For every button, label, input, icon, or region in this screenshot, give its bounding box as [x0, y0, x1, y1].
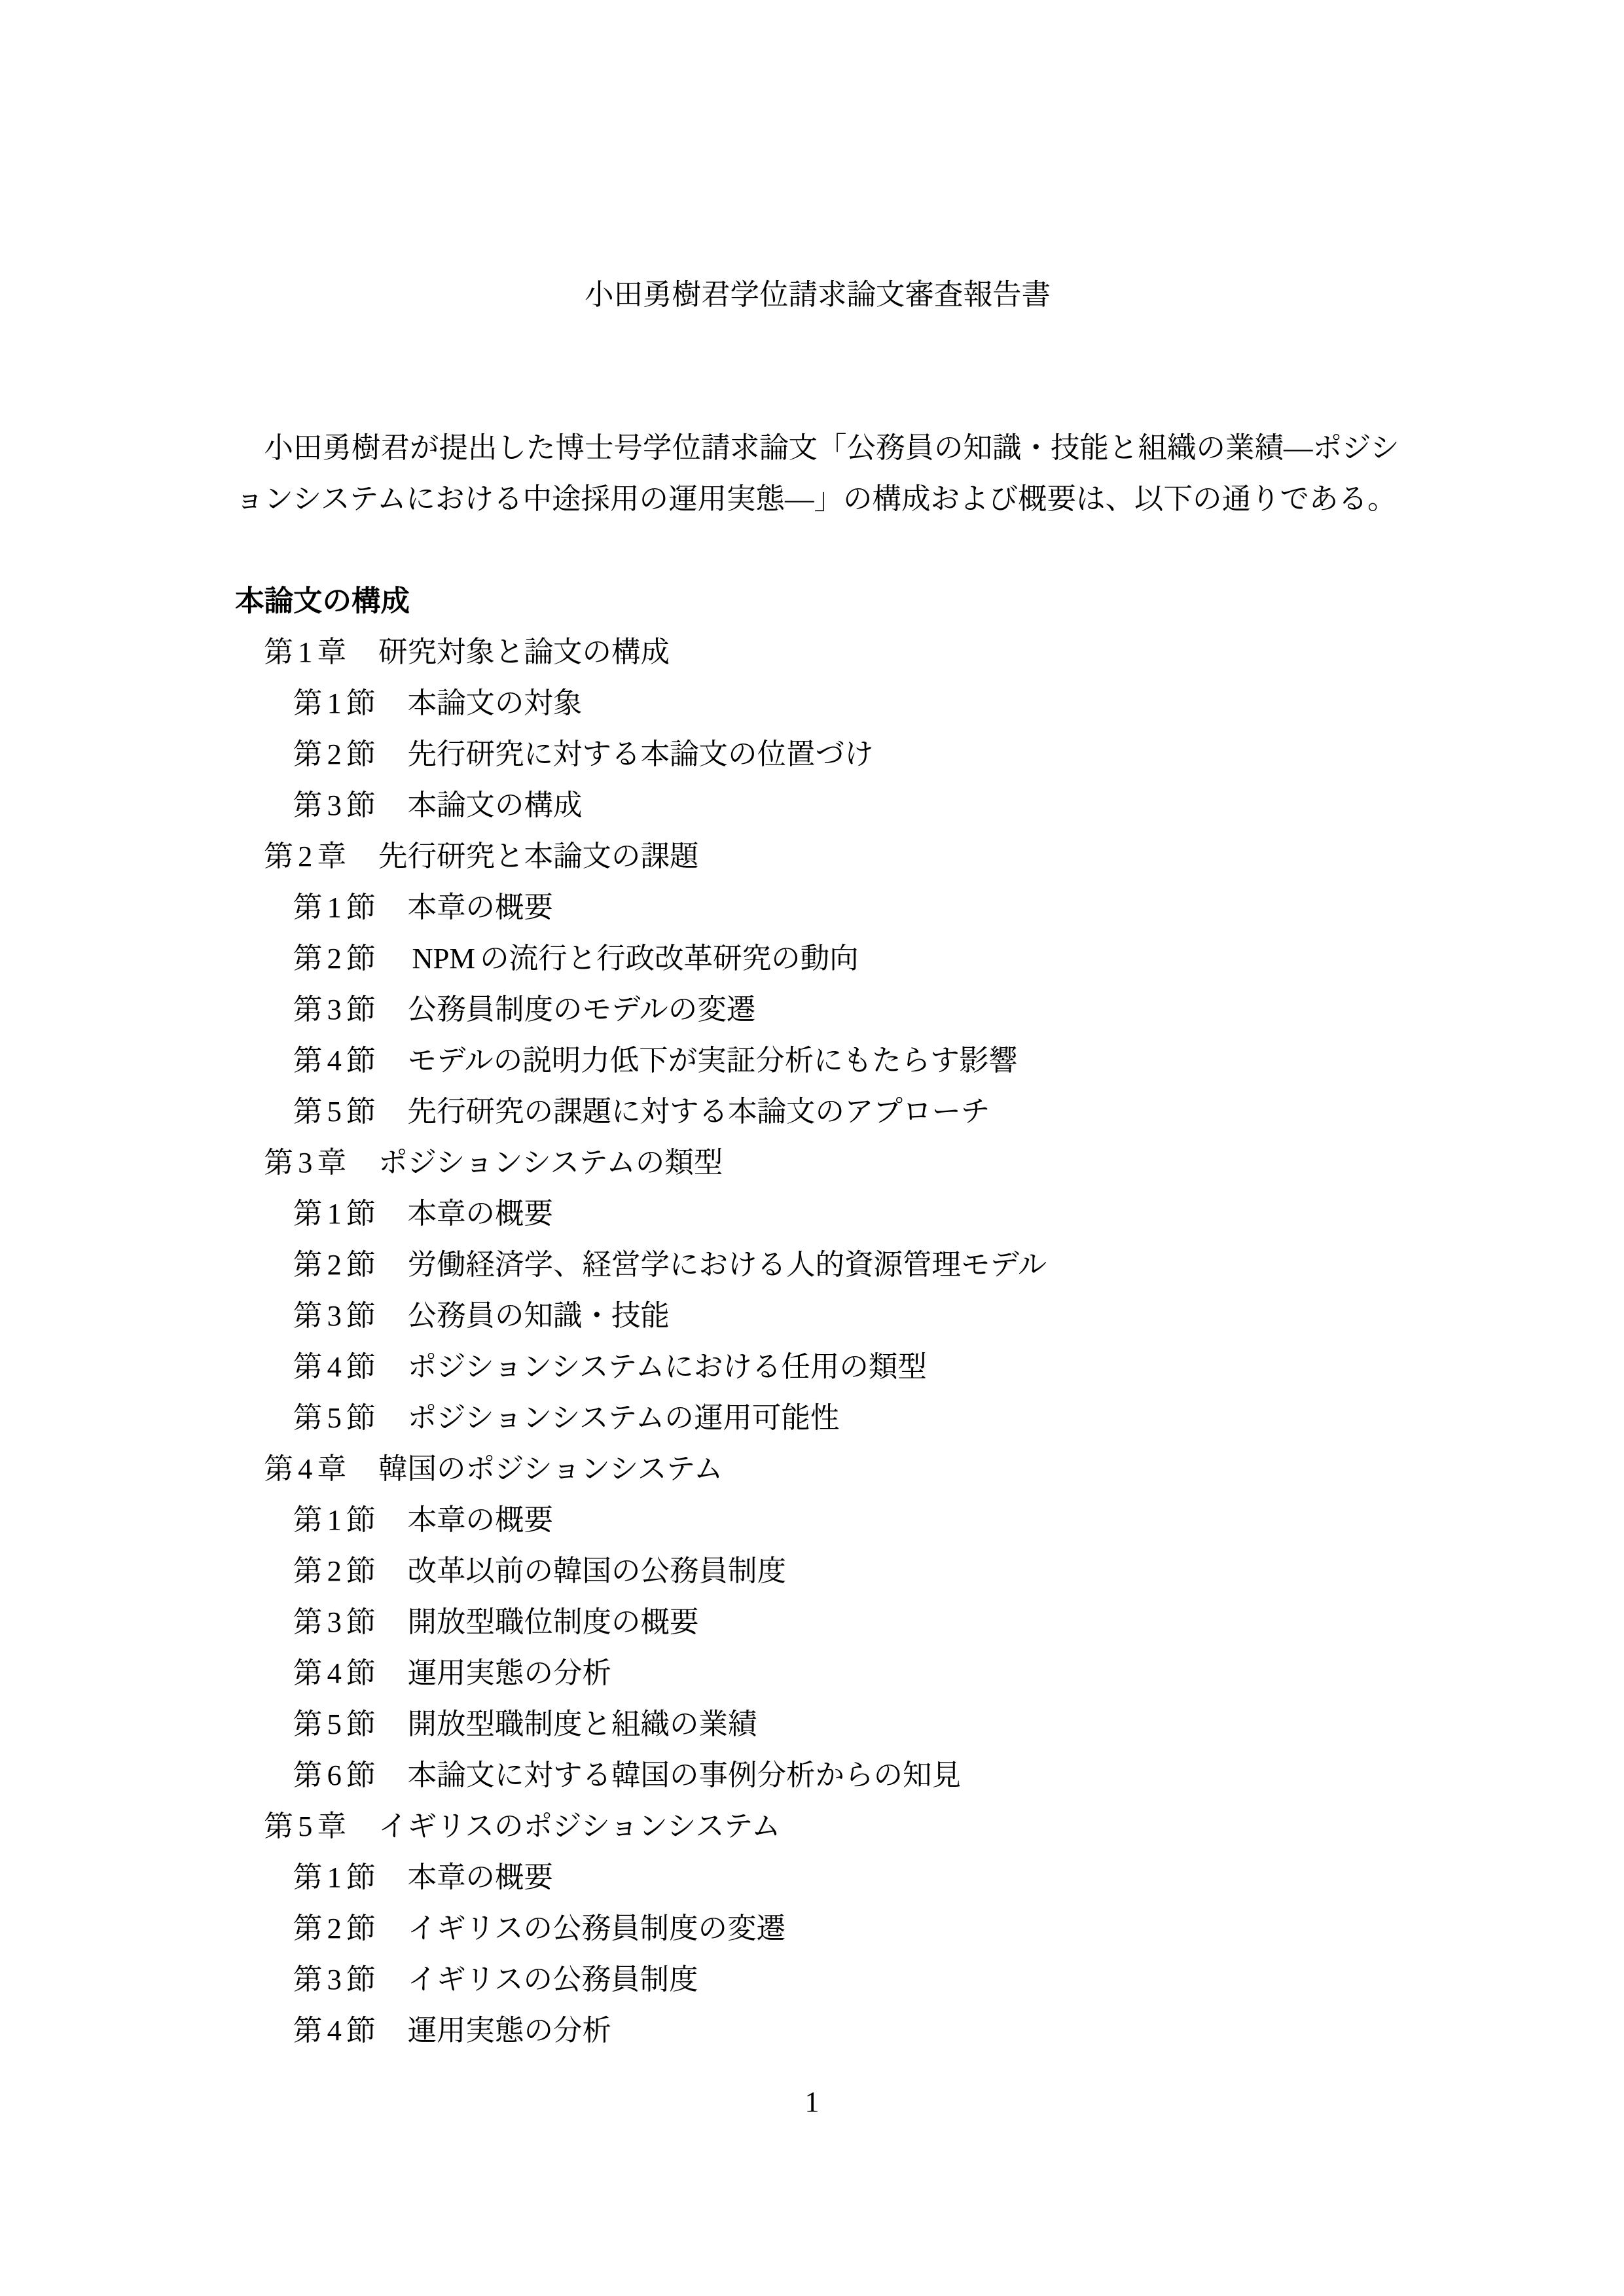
toc-row	[235, 1086, 1400, 1137]
toc-entry-title: 労働経済学、経営学における人的資源管理モデル	[407, 1248, 1047, 1281]
toc-row	[235, 933, 1400, 984]
toc-entry-title: 韓国のポジションシステム	[378, 1452, 723, 1485]
toc-entry-title: 運用実態の分析	[407, 1657, 611, 1689]
toc-row	[235, 1239, 1400, 1290]
toc-entry-title: 本章の概要	[407, 1503, 553, 1536]
toc-entry-title: 先行研究に対する本論文の位置づけ	[407, 738, 874, 770]
toc-entry-title: 先行研究の課題に対する本論文のアプローチ	[407, 1095, 990, 1128]
toc-entry-title: 公務員制度のモデルの変遷	[407, 993, 756, 1026]
toc-entry-label: 第 2 節	[293, 1912, 376, 1945]
toc-row	[235, 882, 1400, 933]
toc-entry-label: 第 3 節	[293, 1963, 376, 1996]
toc-row	[235, 1801, 1400, 1852]
toc-row	[235, 626, 1400, 677]
toc-entry-label: 第 2 節	[293, 738, 376, 770]
toc-row	[235, 1290, 1400, 1341]
toc-entry-label: 第 1 節	[293, 1197, 376, 1230]
toc-row	[235, 728, 1400, 780]
toc-row	[235, 1494, 1400, 1545]
toc-entry-label: 第 5 節	[293, 1095, 376, 1128]
toc-row	[235, 1188, 1400, 1239]
toc-entry-label: 第 3 節	[293, 993, 376, 1026]
toc-entry-title: 開放型職制度と組織の業績	[407, 1708, 757, 1740]
toc-row	[235, 1698, 1400, 1749]
toc-entry-label: 第 2 節	[293, 1248, 376, 1281]
toc-entry-title: イギリスの公務員制度	[407, 1963, 698, 1996]
toc-entry-title: 公務員の知識・技能	[407, 1299, 670, 1332]
toc-row	[235, 1596, 1400, 1647]
toc-entry-label: 第 5 節	[293, 1708, 376, 1740]
toc-entry-label: 第 3 章	[264, 1146, 346, 1179]
toc-entry-title: NPM の流行と行政改革研究の動向	[412, 942, 859, 975]
toc-entry-label: 第 1 節	[293, 687, 376, 719]
toc-row	[235, 1903, 1400, 1954]
toc-entry-label: 第 6 節	[293, 1759, 376, 1791]
paragraph-line: ョンシステムにおける中途採用の運用実態―」の構成および概要は、以下の通りである。	[235, 482, 1397, 515]
toc-row	[235, 1545, 1400, 1596]
toc-entry-title: 研究対象と論文の構成	[378, 636, 670, 668]
toc-row	[235, 780, 1400, 831]
toc-entry-label: 第 4 章	[264, 1452, 346, 1485]
toc-entry-title: 運用実態の分析	[407, 2014, 611, 2047]
toc-entry-label: 第 5 章	[264, 1810, 346, 1842]
toc-entry-title: 本論文の対象	[407, 687, 583, 719]
toc-row	[235, 1137, 1400, 1188]
toc-row	[235, 677, 1400, 728]
page-content	[235, 269, 1400, 2056]
intro-paragraph	[235, 422, 1400, 524]
toc-entry-title: イギリスのポジションシステム	[378, 1810, 781, 1842]
toc-entry-title: ポジションシステムの運用可能性	[407, 1401, 840, 1434]
toc-entry-title: ポジションシステムの類型	[378, 1146, 723, 1179]
toc-row	[235, 1392, 1400, 1443]
toc-entry-label: 第 4 節	[293, 2014, 376, 2047]
toc-list	[235, 626, 1400, 2056]
toc-entry-title: 本論文の構成	[407, 789, 583, 821]
toc-heading: 本論文の構成	[235, 584, 410, 617]
toc-entry-label: 第 4 節	[293, 1350, 376, 1383]
toc-entry-title: イギリスの公務員制度の変遷	[407, 1912, 786, 1945]
toc-row	[235, 984, 1400, 1035]
toc-entry-label: 第 2 節	[293, 942, 376, 975]
toc-entry-title: ポジションシステムにおける任用の類型	[407, 1350, 927, 1383]
toc-row	[235, 1647, 1400, 1698]
toc-entry-title: 本章の概要	[407, 1197, 553, 1230]
toc-entry-label: 第 2 節	[293, 1554, 376, 1587]
toc-entry-label: 第 5 節	[293, 1401, 376, 1434]
toc-entry-title: 先行研究と本論文の課題	[378, 840, 699, 872]
toc-row	[235, 1341, 1400, 1392]
toc-entry-title: 本論文に対する韓国の事例分析からの知見	[407, 1759, 961, 1791]
toc-entry-label: 第 3 節	[293, 1605, 376, 1638]
toc-entry-label: 第 1 節	[293, 1503, 376, 1536]
toc-row	[235, 831, 1400, 882]
toc-row	[235, 1749, 1400, 1801]
document-title: 小田勇樹君学位請求論文審査報告書	[584, 278, 1051, 311]
toc-row	[235, 1035, 1400, 1086]
toc-entry-title: モデルの説明力低下が実証分析にもたらす影響	[407, 1044, 1018, 1077]
toc-row	[235, 1852, 1400, 1903]
toc-entry-title: 本章の概要	[407, 1861, 553, 1893]
toc-entry-title: 開放型職位制度の概要	[407, 1605, 699, 1638]
toc-entry-title: 本章の概要	[407, 891, 553, 924]
toc-entry-label: 第 1 章	[264, 636, 346, 668]
toc-entry-label: 第 2 章	[264, 840, 346, 872]
toc-entry-label: 第 3 節	[293, 1299, 376, 1332]
toc-entry-label: 第 1 節	[293, 1861, 376, 1893]
toc-entry-label: 第 1 節	[293, 891, 376, 924]
paragraph-line: 小田勇樹君が提出した博士号学位請求論文「公務員の知識・技能と組織の業績―ポジシ	[264, 431, 1399, 464]
toc-row	[235, 1443, 1400, 1494]
toc-entry-label: 第 3 節	[293, 789, 376, 821]
toc-entry-title: 改革以前の韓国の公務員制度	[407, 1554, 786, 1587]
page-number: 1	[804, 2086, 820, 2118]
toc-entry-label: 第 4 節	[293, 1044, 376, 1077]
toc-row	[235, 1954, 1400, 2005]
toc-entry-label: 第 4 節	[293, 1657, 376, 1689]
toc-row	[235, 2005, 1400, 2056]
